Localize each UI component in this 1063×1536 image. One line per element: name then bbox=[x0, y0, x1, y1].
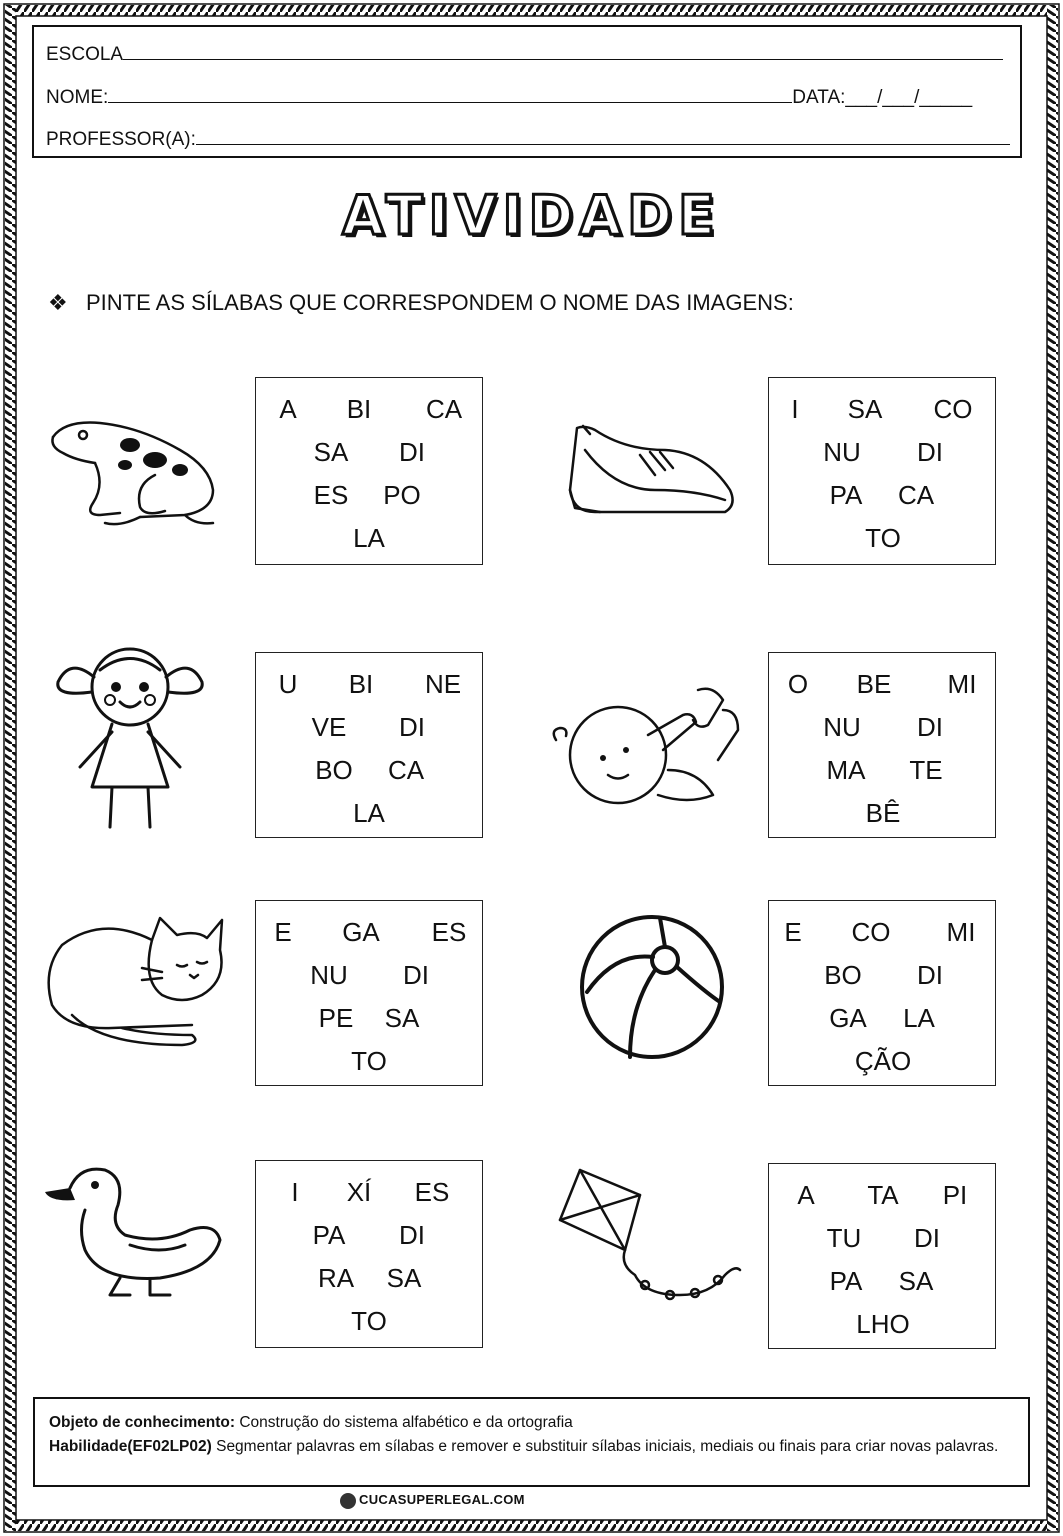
syllable[interactable]: U bbox=[278, 669, 298, 699]
duck-icon bbox=[40, 1160, 225, 1300]
header-box bbox=[32, 25, 1022, 158]
site-credit bbox=[340, 1492, 525, 1509]
syllable[interactable]: SA bbox=[313, 437, 349, 467]
syllable[interactable]: TE bbox=[909, 755, 943, 785]
syllable[interactable]: DI bbox=[917, 437, 943, 467]
syllable[interactable]: BO bbox=[824, 960, 862, 990]
syllable[interactable]: MI bbox=[946, 917, 976, 947]
syllable[interactable]: BI bbox=[348, 669, 374, 699]
syllable-box bbox=[255, 1160, 483, 1348]
syllable[interactable]: XÍ bbox=[346, 1177, 372, 1207]
syllable[interactable]: LA bbox=[903, 1003, 935, 1033]
kite-icon bbox=[550, 1165, 750, 1315]
syllable[interactable]: CA bbox=[897, 480, 935, 510]
syllable-box bbox=[255, 900, 483, 1086]
syllable[interactable]: TO bbox=[351, 1306, 387, 1336]
habilidade-label: Habilidade(EF02LP02) bbox=[49, 1438, 212, 1455]
name-field[interactable] bbox=[108, 88, 792, 103]
syllable[interactable]: PE bbox=[318, 1003, 354, 1033]
teacher-label: PROFESSOR(A): bbox=[46, 129, 196, 150]
syllable[interactable]: CA bbox=[425, 394, 463, 424]
objeto-line bbox=[49, 1411, 1014, 1435]
syllable[interactable]: TO bbox=[351, 1046, 387, 1076]
site-url: CUCASUPERLEGAL.COM bbox=[359, 1492, 525, 1507]
name-line[interactable] bbox=[46, 87, 972, 109]
date-label: DATA: bbox=[792, 87, 846, 108]
syllable[interactable]: BE bbox=[856, 669, 892, 699]
school-field[interactable] bbox=[123, 45, 1003, 60]
habilidade-text: Segmentar palavras em sílabas e remover e substituir sílabas iniciais, mediais ou finais para criar novas palavras. bbox=[211, 1438, 999, 1455]
school-line[interactable] bbox=[46, 44, 1003, 66]
syllable[interactable]: SA bbox=[847, 394, 883, 424]
syllable[interactable]: NU bbox=[823, 712, 861, 742]
syllable[interactable]: MI bbox=[947, 669, 977, 699]
syllable[interactable]: NU bbox=[310, 960, 348, 990]
syllable[interactable]: GA bbox=[829, 1003, 867, 1033]
shoe-icon bbox=[555, 420, 740, 520]
syllable[interactable]: PA bbox=[829, 480, 863, 510]
syllable-box bbox=[768, 652, 996, 838]
syllable[interactable]: TA bbox=[867, 1180, 899, 1210]
syllable[interactable]: DI bbox=[914, 1223, 940, 1253]
syllable[interactable]: E bbox=[274, 917, 292, 947]
syllable[interactable]: LA bbox=[353, 798, 385, 828]
syllable[interactable]: E bbox=[784, 917, 802, 947]
syllable[interactable]: DI bbox=[399, 437, 425, 467]
diamond-bullet-icon: ❖ bbox=[48, 290, 68, 315]
footer-box bbox=[33, 1397, 1030, 1487]
syllable[interactable]: DI bbox=[917, 712, 943, 742]
mascot-icon bbox=[340, 1493, 356, 1509]
syllable[interactable]: NU bbox=[823, 437, 861, 467]
cat-icon bbox=[42, 910, 227, 1055]
syllable[interactable]: O bbox=[787, 669, 809, 699]
objeto-text: Construção do sistema alfabético e da ortografia bbox=[235, 1414, 573, 1431]
syllable[interactable]: TO bbox=[865, 523, 901, 553]
syllable[interactable]: A bbox=[279, 394, 297, 424]
syllable[interactable]: ÇÃO bbox=[854, 1046, 912, 1076]
teacher-line[interactable] bbox=[46, 129, 1010, 151]
syllable-box bbox=[255, 377, 483, 565]
syllable[interactable]: BÊ bbox=[865, 798, 901, 828]
frog-icon bbox=[45, 415, 220, 530]
syllable[interactable]: DI bbox=[403, 960, 429, 990]
syllable[interactable]: I bbox=[791, 394, 799, 424]
syllable[interactable]: BI bbox=[346, 394, 372, 424]
syllable[interactable]: ES bbox=[414, 1177, 450, 1207]
syllable[interactable]: GA bbox=[342, 917, 380, 947]
school-label: ESCOLA bbox=[46, 44, 124, 65]
syllable[interactable]: LA bbox=[353, 523, 385, 553]
syllable[interactable]: PA bbox=[312, 1220, 346, 1250]
syllable-box bbox=[768, 1163, 996, 1349]
syllable[interactable]: TU bbox=[826, 1223, 862, 1253]
syllable[interactable]: SA bbox=[384, 1003, 420, 1033]
syllable-box bbox=[768, 377, 996, 565]
ball-icon bbox=[575, 912, 730, 1062]
syllable[interactable]: SA bbox=[386, 1263, 422, 1293]
syllable[interactable]: VE bbox=[311, 712, 347, 742]
habilidade-line bbox=[49, 1435, 1014, 1459]
instruction-text: PINTE AS SÍLABAS QUE CORRESPONDEM O NOME DAS IMAGENS: bbox=[86, 290, 794, 315]
syllable[interactable]: CO bbox=[933, 394, 973, 424]
syllable[interactable]: RA bbox=[317, 1263, 355, 1293]
baby-icon bbox=[548, 680, 748, 810]
syllable[interactable]: DI bbox=[917, 960, 943, 990]
syllable[interactable]: A bbox=[797, 1180, 815, 1210]
syllable[interactable]: BO bbox=[315, 755, 353, 785]
date-field[interactable]: ___/___/_____ bbox=[845, 87, 973, 108]
syllable[interactable]: MA bbox=[826, 755, 866, 785]
syllable[interactable]: ES bbox=[313, 480, 349, 510]
syllable[interactable]: ES bbox=[431, 917, 467, 947]
syllable[interactable]: SA bbox=[898, 1266, 934, 1296]
syllable[interactable]: DI bbox=[399, 1220, 425, 1250]
syllable-box bbox=[768, 900, 996, 1086]
syllable[interactable]: NE bbox=[424, 669, 462, 699]
instruction bbox=[48, 290, 794, 316]
syllable[interactable]: CA bbox=[387, 755, 425, 785]
syllable[interactable]: LHO bbox=[856, 1309, 910, 1339]
objeto-label: Objeto de conhecimento: bbox=[49, 1414, 236, 1431]
doll-icon bbox=[50, 642, 210, 837]
page-title: ATIVIDADE bbox=[342, 184, 721, 247]
syllable[interactable]: DI bbox=[399, 712, 425, 742]
syllable[interactable]: I bbox=[291, 1177, 299, 1207]
teacher-field[interactable] bbox=[196, 130, 1010, 145]
syllable[interactable]: PA bbox=[829, 1266, 863, 1296]
syllable-box bbox=[255, 652, 483, 838]
syllable[interactable]: PI bbox=[942, 1180, 968, 1210]
name-label: NOME: bbox=[46, 87, 109, 108]
syllable[interactable]: PO bbox=[383, 480, 421, 510]
syllable[interactable]: CO bbox=[851, 917, 891, 947]
